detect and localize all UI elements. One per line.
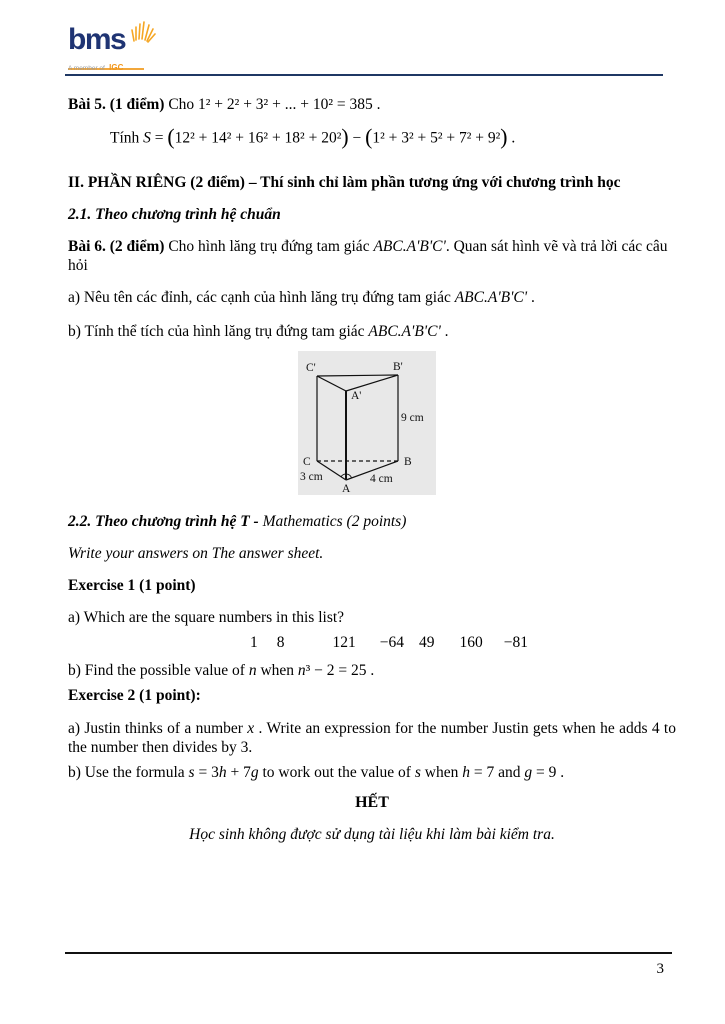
exercise-1b-text-2: when <box>256 661 298 679</box>
exercise-1b-equation: ³ − 2 = 25 . <box>305 661 375 679</box>
number-item: 8 <box>276 633 285 651</box>
page-header <box>0 0 725 76</box>
paren: ( <box>167 125 175 149</box>
exercise-2b-text-1: b) Use the formula <box>68 763 189 781</box>
var-n: n <box>297 661 306 679</box>
exercise-2a-text-2: . Write an expression for the number Justin gets when he adds 4 to the number then divides by 3. <box>68 719 676 756</box>
section-2-2-rest: Mathematics (2 points) <box>262 512 407 530</box>
exercise-2-title: Exercise 2 (1 point): <box>68 686 201 704</box>
exercise-1b-question <box>68 661 676 680</box>
var-g: g <box>524 763 533 781</box>
logo-member-text: A member of <box>68 65 105 72</box>
vertex-label-a-prime: A' <box>351 389 362 402</box>
paren: ( <box>365 125 373 149</box>
number-item: −64 <box>379 633 404 651</box>
problem-5-formula: 1² + 2² + 3² + ... + 10² = 385 . <box>198 96 381 113</box>
vertex-label-b: B <box>404 455 412 468</box>
problem-6-text-2: . Quan sát hình vẽ và trả lời các câu hỏi <box>68 237 668 274</box>
paren: ) <box>341 125 349 149</box>
var-n: n <box>248 661 257 679</box>
bms-logo <box>68 23 676 72</box>
exercise-2a-question <box>68 719 676 757</box>
height-label: 9 cm <box>401 411 424 424</box>
edge-ca-label: 3 cm <box>300 470 323 483</box>
number-item: 160 <box>459 633 483 651</box>
prism-name: ABC.A'B'C' <box>373 237 446 255</box>
vertex-label-a: A <box>342 482 351 495</box>
number-item: 1 <box>250 633 258 651</box>
no-materials-note: Học sinh không được sử dụng tài liệu khi làm bài kiểm tra. <box>189 825 555 843</box>
answer-sheet-note: Write your answers on The answer sheet. <box>68 544 324 562</box>
var-s: S <box>143 129 151 147</box>
vertex-label-b-prime: B' <box>393 360 403 373</box>
var-h: h <box>218 763 227 781</box>
problem-6a <box>68 288 676 307</box>
problem-6b <box>68 322 676 341</box>
paren: ) <box>500 125 508 149</box>
problem-6-label: Bài 6. (2 điểm) <box>68 237 165 255</box>
formula-part: = 3 <box>194 763 219 781</box>
problem-5-lead: Cho <box>164 96 199 113</box>
tinh-label: Tính <box>110 129 144 147</box>
sunburst-icon <box>130 20 156 44</box>
prism-figure <box>298 351 436 495</box>
period: . <box>440 322 449 340</box>
exercise-1b-text-1: b) Find the possible value of <box>68 661 249 679</box>
prism-name: ABC.A'B'C' <box>454 288 528 306</box>
triangular-prism-diagram <box>298 351 436 495</box>
problem-6-text-1: Cho hình lăng trụ đứng tam giác <box>164 237 374 255</box>
var-h: h <box>462 763 470 781</box>
section-2-heading: II. PHẦN RIÊNG (2 điểm) – Thí sinh chỉ làm phần tương ứng với chương trình học <box>68 173 621 191</box>
problem-5-statement <box>68 95 676 114</box>
exercise-2b-question <box>68 763 676 782</box>
number-item: −81 <box>503 633 528 651</box>
exercise-2b-text-3: when <box>420 763 463 781</box>
footer-rule <box>65 952 672 954</box>
prism-name: ABC.A'B'C' <box>368 322 441 340</box>
problem-6a-text: a) Nêu tên các đỉnh, các cạnh của hình lăng trụ đứng tam giác <box>68 288 455 306</box>
sum-group-1: 12² + 14² + 16² + 18² + 20² <box>174 129 342 147</box>
var-g: g <box>250 763 259 781</box>
period: . <box>527 288 535 306</box>
problem-6b-text: b) Tính thể tích của hình lăng trụ đứng tam giác <box>68 322 369 340</box>
number-item: 121 <box>332 633 356 651</box>
var-s: s <box>188 763 195 781</box>
exercise-1a-question: a) Which are the square numbers in this list? <box>68 608 345 626</box>
var-s: s <box>414 763 421 781</box>
formula-part: + 7 <box>226 763 251 781</box>
period: . <box>507 129 516 147</box>
minus-sign: − <box>348 129 366 147</box>
edge-ab-label: 4 cm <box>370 472 393 485</box>
exercise-2a-text-1: a) Justin thinks of a number <box>68 719 248 737</box>
exercise-2b-text-2: to work out the value of <box>258 763 415 781</box>
page-footer <box>65 952 672 978</box>
problem-5-label: Bài 5. (1 điểm) <box>68 96 165 113</box>
section-2-2-bold: 2.2. Theo chương trình hệ T - <box>68 512 263 530</box>
number-item: 49 <box>419 633 435 651</box>
number-list <box>68 633 676 652</box>
var-x: x <box>247 719 255 737</box>
vertex-label-c: C <box>303 455 311 468</box>
end-marker: HẾT <box>355 793 389 811</box>
exercise-2b-text-5: = 9 . <box>532 763 565 781</box>
exercise-1-title: Exercise 1 (1 point) <box>68 576 196 594</box>
problem-5-question <box>68 127 676 149</box>
logo-member-org: IGC <box>109 63 124 72</box>
problem-6-statement <box>68 237 676 275</box>
exam-content <box>0 76 725 844</box>
exercise-2b-text-4: = 7 and <box>469 763 525 781</box>
page-number: 3 <box>656 961 664 977</box>
equals-sign: = <box>150 129 168 147</box>
logo-brand-text: bms <box>68 23 126 56</box>
section-2-2-heading <box>68 512 676 531</box>
sum-group-2: 1² + 3² + 5² + 7² + 9² <box>372 129 501 147</box>
vertex-label-c-prime: C' <box>306 361 316 374</box>
section-2-1-heading: 2.1. Theo chương trình hệ chuẩn <box>68 205 281 223</box>
